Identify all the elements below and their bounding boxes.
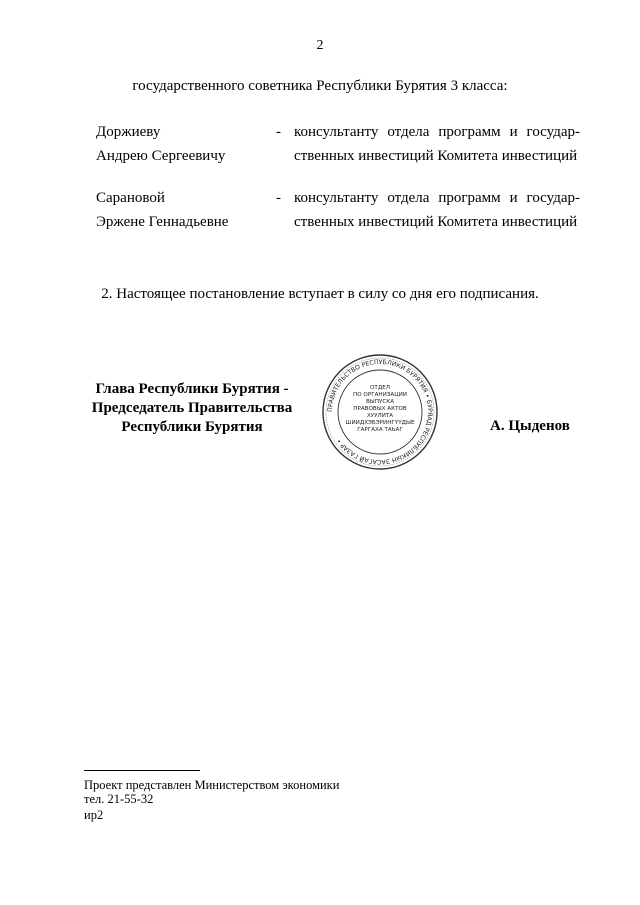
seal-text-line: ПРАВОВЫХ АКТОВ	[353, 406, 407, 412]
appointee-row	[96, 186, 580, 234]
appointee-name	[96, 120, 225, 168]
seal-text-line: ПО ОРГАНИЗАЦИИ	[353, 392, 407, 398]
appointee-surname: Доржиеву	[96, 124, 161, 140]
seal-text-line: ШИИДХЭБЭРИНГҮҮДЫЕ	[345, 420, 415, 426]
appointee-given-name: Эржене Геннадьевне	[96, 214, 229, 230]
appointee-surname: Сарановой	[96, 190, 165, 206]
appointee-row	[96, 120, 580, 168]
seal-text-line: ВЫПУСКА	[365, 399, 395, 405]
signatory-name: А. Цыденов	[490, 418, 570, 434]
position-line-1: консультанту отдела программ и государ-	[294, 124, 580, 140]
footnote-divider	[84, 770, 200, 771]
appointee-given-name: Андрею Сергеевичу	[96, 148, 226, 164]
dash-separator: -	[276, 124, 281, 140]
project-note: Проект представлен Министерством экономики	[84, 778, 340, 792]
document-code: ир2	[84, 808, 104, 822]
seal-text-line: ГАРГАХА ТАЬАГ	[357, 427, 403, 433]
signatory-title-line: Глава Республики Бурятия -	[95, 381, 289, 397]
page-number: 2	[316, 38, 324, 53]
seal-text-line: ХУУЛИТА	[366, 413, 394, 419]
signatory-title	[84, 380, 300, 437]
appointee-position	[294, 120, 580, 168]
appointee-name	[96, 186, 228, 234]
contact-phone: тел. 21-55-32	[84, 792, 154, 806]
signatory-title-line: Республики Бурятия	[121, 419, 263, 435]
dash-separator: -	[276, 190, 281, 206]
signatory-title-line: Председатель Правительства	[91, 400, 293, 416]
position-line-2: ственных инвестиций Комитета инвестиций	[294, 214, 578, 230]
intro-line: государственного советника Республики Бурятия 3 класса:	[132, 78, 508, 94]
paragraph-effective-date: 2. Настоящее постановление вступает в силу со дня его подписания.	[101, 286, 539, 302]
position-line-2: ственных инвестиций Комитета инвестиций	[294, 148, 578, 164]
seal-ring-text: ПРАВИТЕЛЬСТВО РЕСПУБЛИКИ БУРЯТИЯ • БУРЯАД РЕСПУБЛИКЫН ЗАСАГАЙ ГАЗАР •	[326, 358, 434, 466]
seal-text-line: ОТДЕЛ	[370, 385, 390, 391]
position-line-1: консультанту отдела программ и государ-	[294, 190, 580, 206]
svg-text:ПРАВИТЕЛЬСТВО РЕСПУБЛИКИ БУРЯТ	[327, 359, 433, 465]
appointee-position	[294, 186, 580, 234]
official-seal-stamp	[320, 352, 440, 472]
